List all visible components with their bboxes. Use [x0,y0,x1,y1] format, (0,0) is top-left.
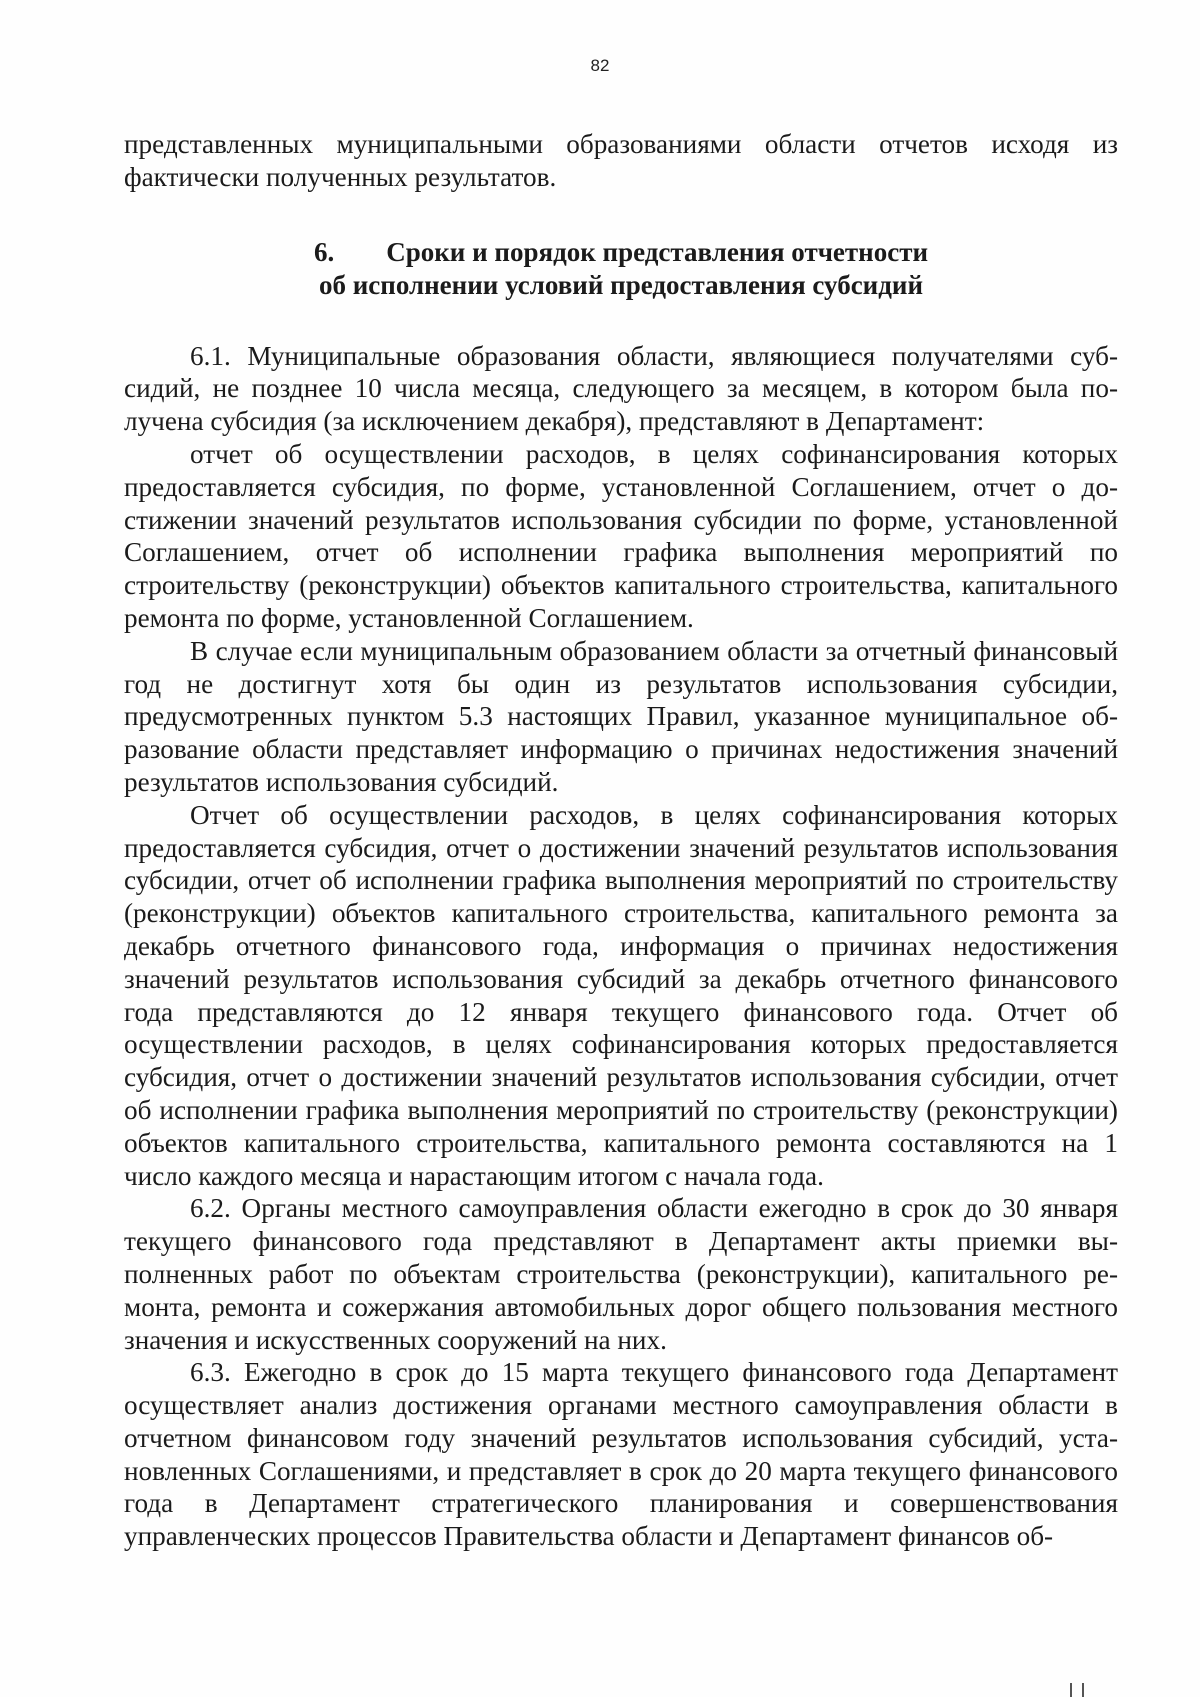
paragraph-6-1: 6.1. Муниципальные образования области, являющиеся получателями субсидий, не позднее 10 числа месяца, следующего за месяцем, в котором была получена субсидия (за исключением декабря), представляют в Департамент: [124,340,1118,437]
paragraph-continuation: представленных муниципальными образованиями области отчетов исходя из фактически полученных результатов. [124,129,1118,192]
page-number: 82 [590,56,610,75]
paragraph-non-achievement: В случае если муниципальным образованием области за отчетный финансовый год не достигнут хотя бы один из результатов использования субсидии, предусмотренных пунктом 5.3 настоящих Правил, указанное муниципальное образование области представляет информацию о причинах недостижения значений результатов использования субсидий. [124,635,1118,797]
section-heading [124,236,1118,302]
scan-edge-marks [1070,1683,1092,1697]
paragraph-december-reports: Отчет об осуществлении расходов, в целях софинансирования которых предоставляется субсидия, отчет о достижении значений результатов использования субсидии, отчет об исполнении графика выполнения мероприятий по строительству (реконструкции) объектов капитального строительства, капитального ремонта за декабрь отчетного финансового года, информация о причинах недостижения значений результатов использования субсидий за декабрь отчетного финансового года представляются до 12 января текущего финансового года. Отчет об осуществлении расходов, в целях софинансирования которых предоставляется субсидия, отчет о достижении значений результатов использования субсидии, отчет об исполнении графика выполнения мероприятий по строительству (реконструкции) объектов капитального строительства, капитального ремонта составляются на 1 число каждого месяца и нарастающим итогом с начала года. [124,799,1118,1191]
paragraph-report-list: отчет об осуществлении расходов, в целях софинансирования которых предоставляется субсидия, по форме, установленной Соглашением, отчет о достижении значений результатов использования субсидии по форме, установленной Соглашением, отчет об исполнении графика выполнения мероприятий по строительству (реконструкции) объектов капитального строительства, капитального ремонта по форме, установленной Соглашением. [124,438,1118,633]
document-body [124,128,1118,1553]
paragraph-6-3: 6.3. Ежегодно в срок до 15 марта текущего финансового года Департамент осуществляет анализ достижения органами местного самоуправления области в отчетном финансовом году значений результатов использования субсидий, установленных Соглашениями, и представляет в срок до 20 марта текущего финансового года в Департамент стратегического планирования и совершенствования управленческих процессов Правительства области и Департамент финансов об- [124,1357,1118,1552]
section-title-line-1: Сроки и порядок представления отчетности [386,236,929,267]
paragraph-6-2: 6.2. Органы местного самоуправления области ежегодно в срок до 30 января текущего финансового года представляют в Департамент акты приемки выполненных работ по объектам строительства (реконструкции), капитального ремонта, ремонта и сожержания автомобильных дорог общего пользования местного значения и искусственных сооружений на них. [124,1193,1118,1355]
section-number: 6. [313,236,335,267]
section-title-line-2: об исполнении условий предоставления субсидий [318,269,924,300]
